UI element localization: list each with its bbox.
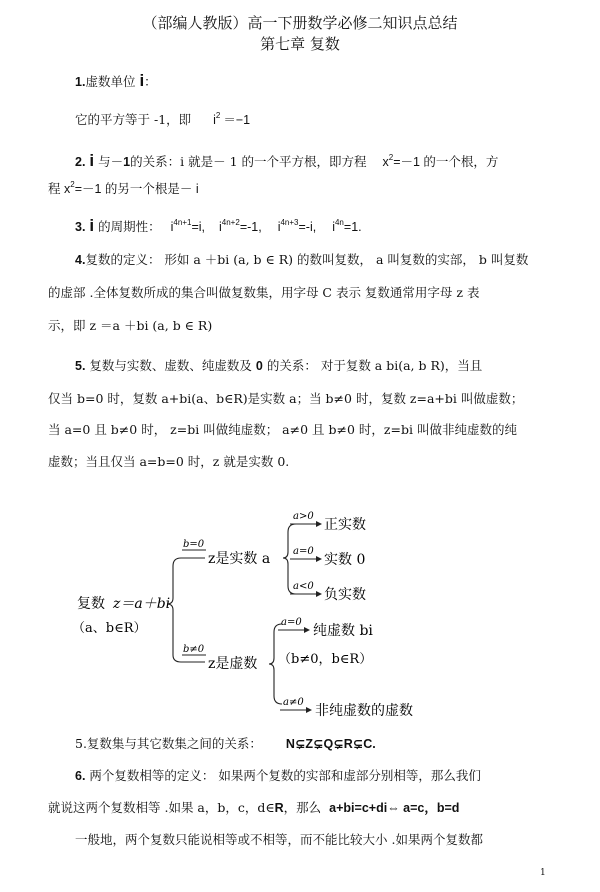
- imaginary-unit-symbol: i: [139, 71, 145, 90]
- complex-number-classification-diagram: [0, 500, 600, 725]
- text: 程 x: [48, 182, 71, 196]
- node-zero: 实数 0: [324, 552, 366, 568]
- section-2-line-1: [75, 152, 498, 169]
- arrow-negative: [316, 591, 322, 597]
- section-1-number: 1.: [75, 75, 86, 89]
- equation-sup: 2: [215, 111, 221, 120]
- text: 2: [70, 180, 75, 189]
- text: =－1 的另一个根是－ i: [74, 182, 199, 196]
- section-5-line-3: 当 a=0 且 b≠0 时， z=bi 叫做纯虚数； a≠0 且 b≠0 时，z=bi 叫做非纯虚数的纯: [48, 422, 517, 437]
- text: 4n+1: [173, 218, 192, 227]
- section-4-line-3: 示，即 z ＝a ＋bi (a, b ∈ R): [48, 318, 213, 333]
- section-3-number: 3.: [75, 220, 86, 234]
- number-set-relation: [75, 738, 376, 751]
- text: 就说这两个复数相等 .如果 a，b，c，d∈: [48, 800, 275, 815]
- section-1-colon: ：: [144, 74, 157, 89]
- arrow-positive: [316, 521, 322, 527]
- node-real: z是实数 a: [208, 551, 271, 567]
- page-number: 1: [540, 868, 546, 878]
- text: =i,: [191, 220, 206, 234]
- section-4-line-1: [75, 254, 528, 267]
- equation-i: i: [213, 113, 216, 127]
- text: 复数与实数、虚数、纯虚数及: [89, 358, 252, 373]
- arrow-pure: [304, 627, 310, 633]
- section-6-line-2: [48, 802, 459, 815]
- section-4-number: 4.: [75, 253, 86, 267]
- section-3-label: 的周期性：: [98, 219, 161, 234]
- text: 4n+2: [221, 218, 240, 227]
- text: =－1 的一个根，方: [393, 155, 499, 169]
- section-1-heading: [75, 72, 157, 89]
- imaginary-unit-symbol: i: [89, 216, 95, 235]
- set-relation: N⊊Z⊊Q⊊R⊊C.: [285, 737, 376, 751]
- cond-pure: a=0: [281, 617, 302, 628]
- text: =1.: [343, 220, 362, 234]
- cond-imag: b≠0: [183, 644, 205, 655]
- text: 1: [123, 155, 131, 169]
- text: R: [274, 801, 284, 815]
- text: i: [170, 220, 174, 234]
- text: i: [277, 220, 281, 234]
- text: i 就是－ 1 的一个平方根，即方程: [180, 154, 367, 169]
- section-2-number: 2.: [75, 155, 86, 169]
- text: 4n+3: [280, 218, 299, 227]
- diagram-root-label: 复数: [77, 596, 105, 612]
- node-nonpure: 非纯虚数的虚数: [315, 703, 413, 719]
- node-imag: z是虚数: [208, 656, 258, 672]
- node-positive: 正实数: [324, 517, 366, 533]
- section-2-line-2: [48, 181, 199, 196]
- cond-negative: a<0: [293, 581, 314, 592]
- text: 的关系： 对于复数 a bi(a, b R)，当且: [266, 358, 483, 373]
- node-pure: 纯虚数 bi: [313, 623, 373, 639]
- node-negative: 负实数: [324, 587, 366, 603]
- cond-positive: a>0: [293, 511, 314, 522]
- diagram-root-condition: （a、b∈R）: [72, 621, 147, 636]
- equation-rest: ＝−1: [223, 113, 251, 127]
- section-4-line-2: 的虚部 .全体复数所成的集合叫做复数集，用字母 C 表示 复数通常用字母 z 表: [48, 285, 480, 300]
- text: x: [382, 155, 389, 169]
- section-1-text-before: 它的平方等于 -1，即: [75, 112, 192, 127]
- text: 与－: [98, 154, 124, 169]
- text: =-i,: [298, 220, 317, 234]
- section-6-line-3: 一般地，两个复数只能说相等或不相等，而不能比较大小 .如果两个复数都: [75, 832, 483, 847]
- chapter-title: 第七章 复数: [260, 35, 340, 53]
- text: 复数的定义： 形如 a ＋bi (a, b ∈ R) 的数叫复数， a 叫复数的实部， b 叫复数: [85, 252, 529, 267]
- imaginary-unit-symbol: i: [89, 151, 95, 170]
- section-5-line-1: [75, 360, 482, 373]
- section-1-text: [75, 112, 250, 127]
- text: 的关系：: [130, 154, 181, 169]
- section-3-periodicity: [75, 217, 362, 234]
- node-pure-condition: （b≠0，b∈R）: [278, 652, 373, 667]
- section-5-line-2: 仅当 b=0 时，复数 a+bi(a、b∈R)是实数 a；当 b≠0 时，复数 z=a+bi 叫做虚数；: [48, 391, 524, 406]
- text: 2: [388, 153, 394, 162]
- arrow-nonpure: [306, 707, 312, 713]
- text: ，那么: [283, 800, 322, 815]
- section-6-line-1: [75, 770, 481, 783]
- arrow-zero: [316, 556, 322, 562]
- cond-nonpure: a≠0: [283, 697, 304, 708]
- section-5-line-4: 虚数；当且仅当 a=b=0 时，z 就是实数 0.: [48, 454, 290, 469]
- text: 0: [255, 359, 263, 373]
- cond-real: b=0: [183, 539, 205, 550]
- section-5-number: 5.: [75, 359, 86, 373]
- diagram-root-formula: z＝a＋bi: [113, 596, 171, 612]
- equality-condition: a+bi=c+di⇔ a=c，b=d: [329, 801, 460, 815]
- text: 5.复数集与其它数集之间的关系：: [75, 736, 262, 751]
- cond-zero: a=0: [293, 546, 314, 557]
- text: 两个复数相等的定义： 如果两个复数的实部和虚部分别相等，那么我们: [89, 768, 481, 783]
- text: =-1,: [239, 220, 262, 234]
- section-1-title: 虚数单位: [85, 74, 136, 89]
- text: 4n: [334, 218, 344, 227]
- section-6-number: 6.: [75, 769, 86, 783]
- page-title: （部编人教版）高一下册数学必修二知识点总结: [142, 14, 458, 32]
- text: i: [219, 220, 222, 234]
- text: i: [332, 220, 335, 234]
